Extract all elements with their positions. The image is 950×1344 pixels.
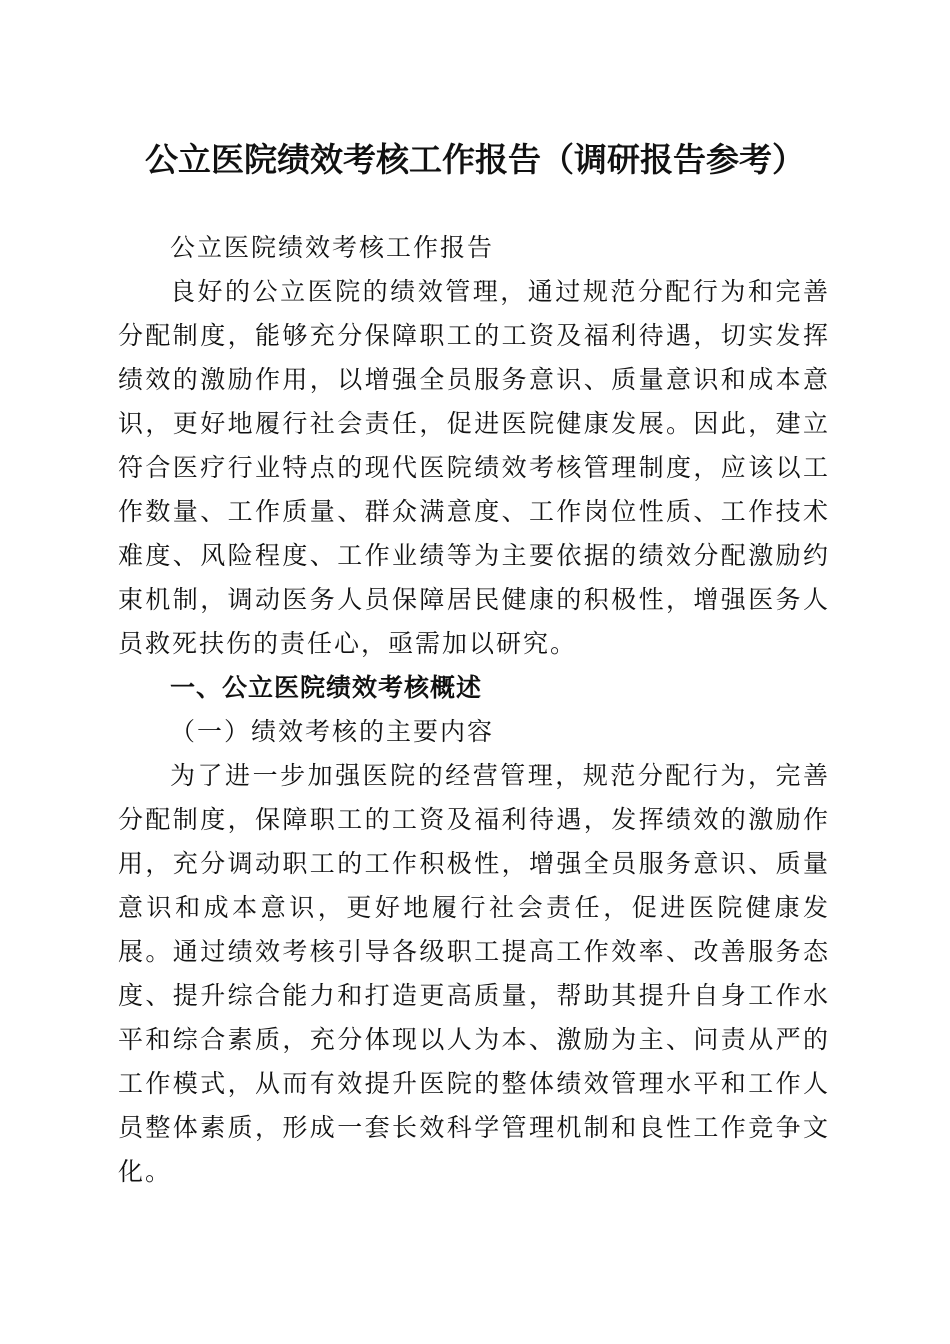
document-subtitle: 公立医院绩效考核工作报告 xyxy=(170,233,495,262)
document-body xyxy=(118,226,830,1194)
subsection-heading-1: （一）绩效考核的主要内容 xyxy=(170,717,495,746)
paragraph-intro: 良好的公立医院的绩效管理，通过规范分配行为和完善分配制度，能够充分保障职工的工资及福利待遇，切实发挥绩效的激励作用，以增强全员服务意识、质量意识和成本意识，更好地履行社会责任，促进医院健康发展。因此，建立符合医疗行业特点的现代医院绩效考核管理制度，应该以工作数量、工作质量、群众满意度、工作岗位性质、工作技术难度、风险程度、工作业绩等为主要依据的绩效分配激励约束机制，调动医务人员保障居民健康的积极性，增强医务人员救死扶伤的责任心，亟需加以研究。 xyxy=(118,277,830,658)
document-title: 公立医院绩效考核工作报告（调研报告参考） xyxy=(145,140,805,179)
paragraph-main-content: 为了进一步加强医院的经营管理，规范分配行为，完善分配制度，保障职工的工资及福利待遇，发挥绩效的激励作用，充分调动职工的工作积极性，增强全员服务意识、质量意识和成本意识，更好地履行社会责任，促进医院健康发展。通过绩效考核引导各级职工提高工作效率、改善服务态度、提升综合能力和打造更高质量，帮助其提升自身工作水平和综合素质，充分体现以人为本、激励为主、问责从严的工作模式，从而有效提升医院的整体绩效管理水平和工作人员整体素质，形成一套长效科学管理机制和良性工作竞争文化。 xyxy=(118,761,830,1186)
section-heading-1: 一、公立医院绩效考核概述 xyxy=(170,673,483,702)
